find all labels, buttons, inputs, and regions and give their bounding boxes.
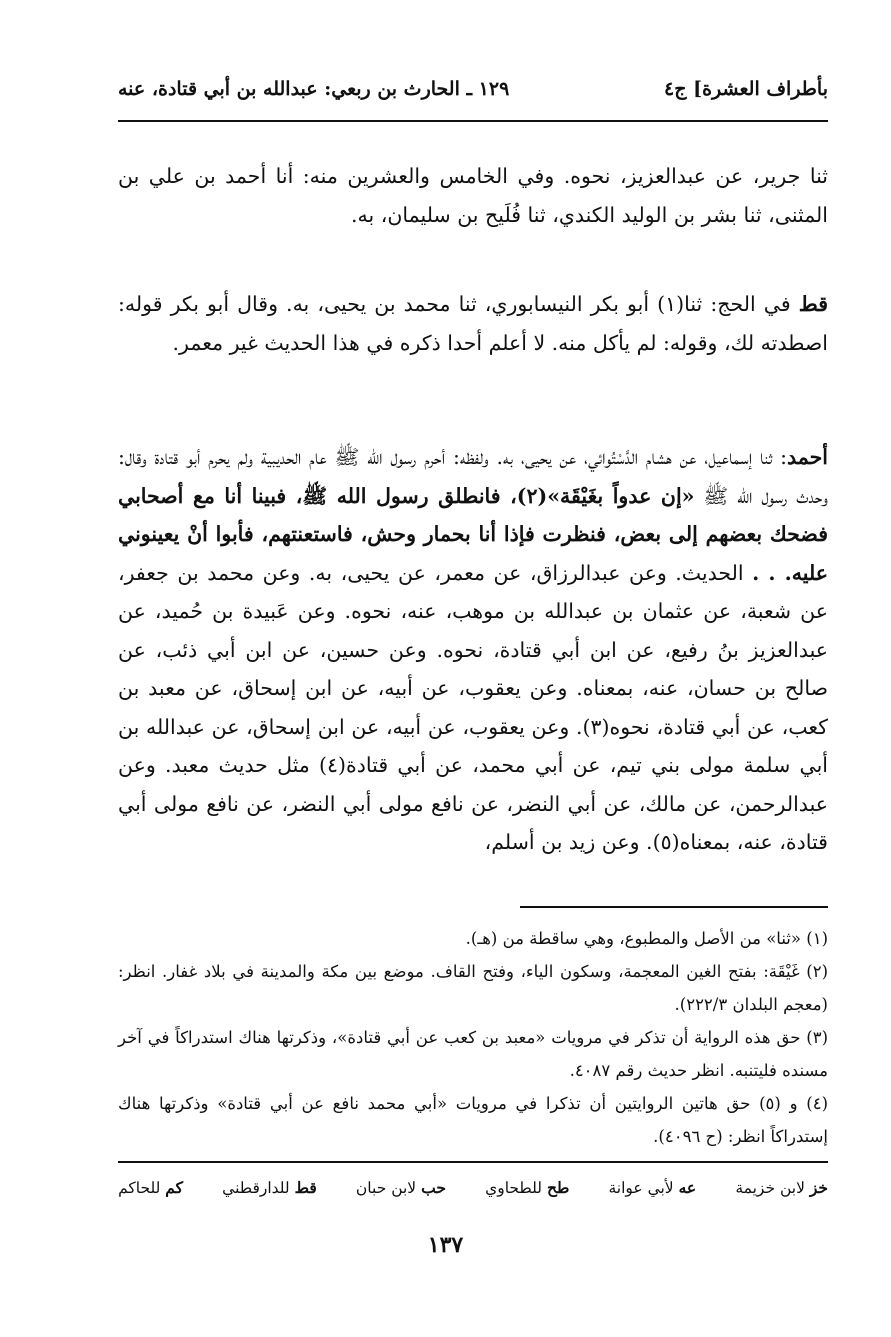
paragraph-text: ثنا جرير، عن عبدالعزيز، نحوه. وفي الخامس والعشرين منه: أنا أحمد بن علي بن المثنى، ثنا بشر بن الوليد الكندي، ثنا فُلَيح بن سليمان، به.	[118, 164, 828, 227]
hadith-matn: «إن عدواً بغَيْقَة»(٢)، فانطلق رسول الله ﷺ، فبينا أنا مع أصحابي فضحك بعضهم إلى بعض، فنظرت فإذا أنا بحمار وحش، فاستعنتهم، فأبوا أنْ يعينوني عليه. . .	[118, 483, 828, 585]
paragraph-continuation	[118, 157, 828, 234]
paragraph-text-continued: الحديث. وعن عبدالرزاق، عن معمر، عن يحيى، به. وعن محمد بن جعفر، عن شعبة، عن عثمان بن عبدالله بن موهب، عنه، نحوه. وعن عَبيدة بن حُميد، عن عبدالعزيز بنُ رفيع، عن ابن أبي قتادة، نحوه. وعن حسين، عن ابن أبي ذئب، عن صالح بن حسان، عنه، بمعناه. وعن يعقوب، عن أبيه، عن ابن إسحاق، عن معبد بن كعب، عن أبي قتادة، نحوه(٣). وعن يعقوب، عن أبيه، عن ابن إسحاق، عن عبدالله بن أبي سلمة مولى بني تيم، عن أبي محمد، عن أبي قتادة(٤) مثل حديث معبد. وعن عبدالرحمن، عن مالك، عن أبي النضر، عن نافع مولى أبي النضر، عن نافع مولى أبي قتادة، عنه، بمعناه(٥). وعن زيد بن أسلم،	[118, 560, 829, 854]
header-divider	[118, 120, 828, 122]
running-header	[118, 70, 828, 108]
footnote: (٢) غَيْقَة: بفتح الغين المعجمة، وسكون الياء، وفتح القاف. موضع بين مكة والمدينة في بلاد غفار. انظر: (معجم البلدان ٢٢٢/٣).	[118, 962, 828, 1014]
footnote-divider	[520, 906, 828, 908]
footnote: (١) «ثنا» من الأصل والمطبوع، وهي ساقطة من (هـ).	[465, 929, 828, 948]
abbreviation-item: قط للدارقطني	[222, 1178, 317, 1197]
paragraph-text: : ثنا إسماعيل، عن هشام الدَّسْتُوائي، عن يحيى، به. ولفظه: أحرم رسول الله ﷺ عام الحديبية ولم يحرم أبو قتادة وقال: وحدث رسول الله ﷺ	[118, 445, 829, 508]
abbreviation-item: حب لابن حبان	[355, 1178, 446, 1197]
paragraph-daraqutni	[118, 285, 828, 362]
header-volume: بأطراف العشرة] ج٤	[664, 78, 828, 100]
abbreviation-item: خز لابن خزيمة	[735, 1178, 828, 1197]
abbreviation-item: طح للطحاوي	[485, 1178, 570, 1197]
source-code: قط	[798, 292, 828, 316]
abbreviation-item: كم للحاكم	[118, 1178, 183, 1197]
footnotes	[118, 922, 828, 1153]
header-chapter: ١٢٩ ـ الحارث بن ربعي: عبدالله بن أبي قتادة، عنه	[118, 78, 510, 100]
source-code: أحمد	[787, 445, 828, 469]
abbreviation-item: عه لأبي عوانة	[608, 1178, 697, 1197]
footnote: (٣) حق هذه الرواية أن تذكر في مرويات «معبد بن كعب عن أبي قتادة»، وذكرتها هناك استدراكاً في آخر مسنده فليتنبه. انظر حديث رقم ٤٠٨٧.	[118, 1028, 828, 1080]
paragraph-text: في الحج: ثنا(١) أبو بكر النيسابوري، ثنا محمد بن يحيى، به. وقال أبو بكر قوله: اصطدته لك، وقوله: لم يأكل منه. لا أعلم أحدا ذكره في هذا الحديث غير معمر.	[118, 292, 828, 355]
paragraph-ahmad	[118, 438, 828, 862]
abbreviation-key	[118, 1178, 828, 1197]
page-number: ١٣٧	[427, 1232, 464, 1258]
footer-divider	[118, 1161, 828, 1163]
footnote: (٤) و (٥) حق هاتين الروايتين أن تذكرا في مرويات «أبي محمد نافع عن أبي قتادة» وذكرتها هناك إستدراكاً انظر: (ح ٤٠٩٦).	[118, 1094, 828, 1146]
